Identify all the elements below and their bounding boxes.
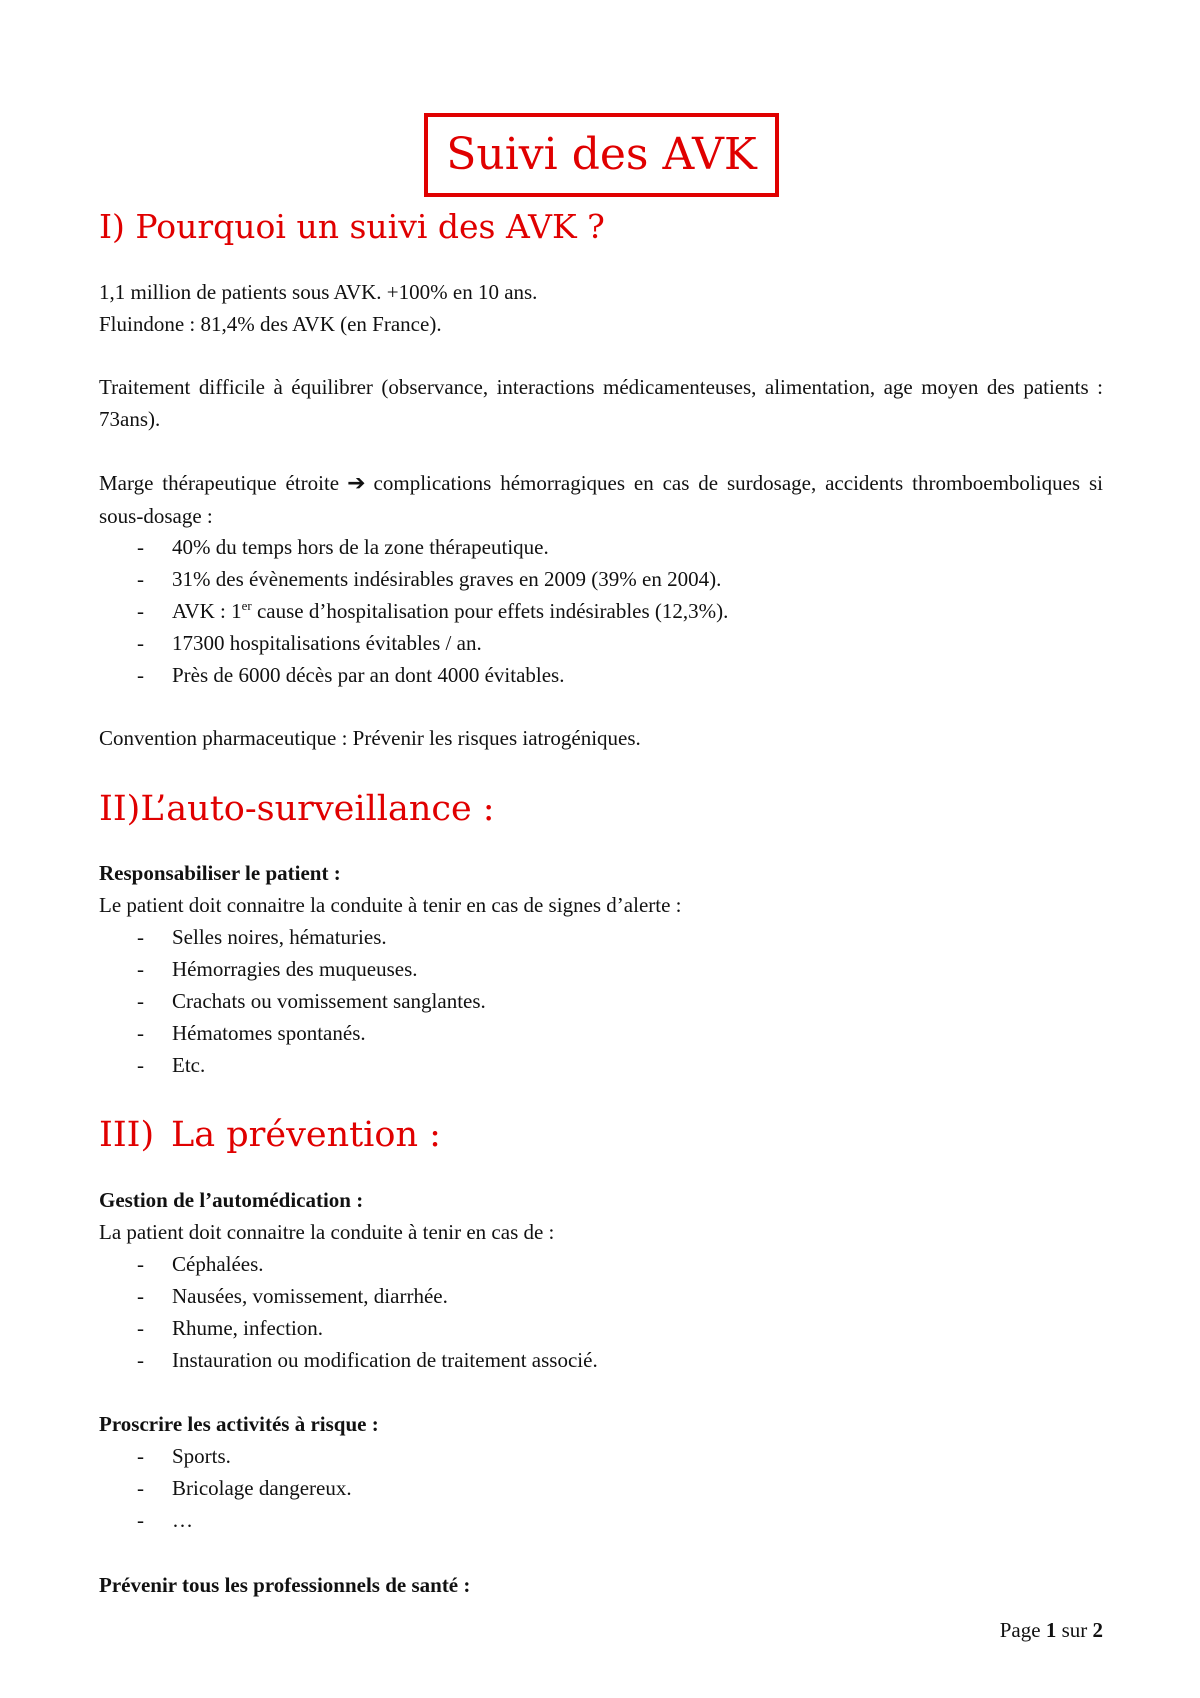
list-dash: - — [137, 1053, 144, 1077]
section1-stat2: Fluindone : 81,4% des AVK (en France). — [99, 312, 442, 336]
list-item-text: 40% du temps hors de la zone thérapeutique. — [172, 535, 549, 559]
list-dash: - — [137, 567, 144, 591]
list-item-text: Instauration ou modification de traitement associé. — [172, 1348, 598, 1372]
list-dash: - — [137, 1444, 144, 1468]
section1-stat1: 1,1 million de patients sous AVK. +100% en 10 ans. — [99, 280, 538, 304]
section2-number: II) — [99, 789, 141, 829]
list-item-text: Nausées, vomissement, diarrhée. — [172, 1284, 448, 1308]
list-item-text: Sports. — [172, 1444, 231, 1468]
list-dash: - — [137, 1508, 144, 1532]
superscript: er — [241, 598, 252, 613]
section3-intro-1: La patient doit connaitre la conduite à tenir en cas de : — [99, 1220, 555, 1244]
list-item — [99, 1248, 1103, 1280]
list-item — [99, 659, 1103, 691]
list-item — [99, 921, 1103, 953]
list-item-text: Céphalées. — [172, 1252, 264, 1276]
section3-heading — [99, 1115, 441, 1155]
page-title: Suivi des AVK — [446, 129, 757, 180]
list-item-text: Selles noires, hématuries. — [172, 925, 387, 949]
list-item — [99, 563, 1103, 595]
list-dash: - — [137, 599, 144, 623]
section2-list — [99, 921, 1103, 1081]
list-item-text: 17300 hospitalisations évitables / an. — [172, 631, 482, 655]
section1-list — [99, 531, 1103, 691]
list-item-text: Crachats ou vomissement sanglantes. — [172, 989, 486, 1013]
list-dash: - — [137, 1348, 144, 1372]
list-dash: - — [137, 1476, 144, 1500]
list-dash: - — [137, 957, 144, 981]
list-item — [99, 1472, 1103, 1504]
section1-margin — [99, 467, 1103, 532]
list-item — [99, 1017, 1103, 1049]
list-item-text: Etc. — [172, 1053, 206, 1077]
list-item-text: AVK : 1 — [172, 599, 242, 623]
list-dash: - — [137, 663, 144, 687]
section1-convention: Convention pharmaceutique : Prévenir les risques iatrogéniques. — [99, 726, 641, 750]
section3-list-2 — [99, 1440, 1103, 1536]
section3-list-1 — [99, 1248, 1103, 1376]
list-dash: - — [137, 989, 144, 1013]
page-label: Page — [999, 1618, 1046, 1642]
section3-subheading-2: Proscrire les activités à risque : — [99, 1412, 379, 1436]
margin-part1: Marge thérapeutique étroite — [99, 471, 340, 495]
list-dash: - — [137, 535, 144, 559]
section3-title: La prévention : — [171, 1115, 441, 1155]
page-separator: sur — [1056, 1618, 1093, 1642]
list-item — [99, 531, 1103, 563]
list-item — [99, 1504, 1103, 1536]
list-item-text: Près de 6000 décès par an dont 4000 évitables. — [172, 663, 565, 687]
page-number — [1000, 1618, 1103, 1643]
list-item — [99, 627, 1103, 659]
list-dash: - — [137, 1316, 144, 1340]
list-item-text: Rhume, infection. — [172, 1316, 324, 1340]
list-item-text: Hématomes spontanés. — [172, 1021, 366, 1045]
total-pages: 2 — [1092, 1618, 1103, 1642]
list-item — [99, 1440, 1103, 1472]
list-item-text: Bricolage dangereux. — [172, 1476, 352, 1500]
list-dash: - — [137, 1284, 144, 1308]
section3-subheading-3: Prévenir tous les professionnels de santé : — [99, 1573, 471, 1597]
list-item — [99, 953, 1103, 985]
list-item — [99, 1344, 1103, 1376]
arrow-right-icon: ➔ — [347, 471, 366, 496]
list-dash: - — [137, 1252, 144, 1276]
list-item — [99, 595, 1103, 627]
list-item — [99, 1312, 1103, 1344]
section3-subheading-1: Gestion de l’automédication : — [99, 1188, 364, 1212]
list-item-text: … — [172, 1508, 193, 1532]
section2-title: L’auto-surveillance : — [140, 789, 495, 829]
list-item — [99, 1049, 1103, 1081]
section2-intro: Le patient doit connaitre la conduite à tenir en cas de signes d’alerte : — [99, 893, 682, 917]
list-item-text: Hémorragies des muqueuses. — [172, 957, 418, 981]
section2-heading — [99, 789, 495, 829]
section3-number: III) — [99, 1115, 155, 1155]
section2-subheading: Responsabiliser le patient : — [99, 861, 341, 885]
current-page: 1 — [1045, 1618, 1057, 1642]
title-box — [424, 113, 779, 197]
list-item — [99, 985, 1103, 1017]
list-item — [99, 1280, 1103, 1312]
margin-part2: complications hémorragiques en cas de surdosage, accidents thromboemboliques si sous-dosage : — [99, 471, 1103, 528]
list-dash: - — [137, 631, 144, 655]
section1-heading: I) Pourquoi un suivi des AVK ? — [99, 207, 605, 246]
list-dash: - — [137, 1021, 144, 1045]
list-dash: - — [137, 925, 144, 949]
list-item-text: cause d’hospitalisation pour effets indésirables (12,3%). — [251, 599, 729, 623]
section1-difficulty: Traitement difficile à équilibrer (observance, interactions médicamenteuses, alimentation, age moyen des patients : 73ans). — [99, 375, 1103, 431]
list-item-text: 31% des évènements indésirables graves en 2009 (39% en 2004). — [172, 567, 722, 591]
